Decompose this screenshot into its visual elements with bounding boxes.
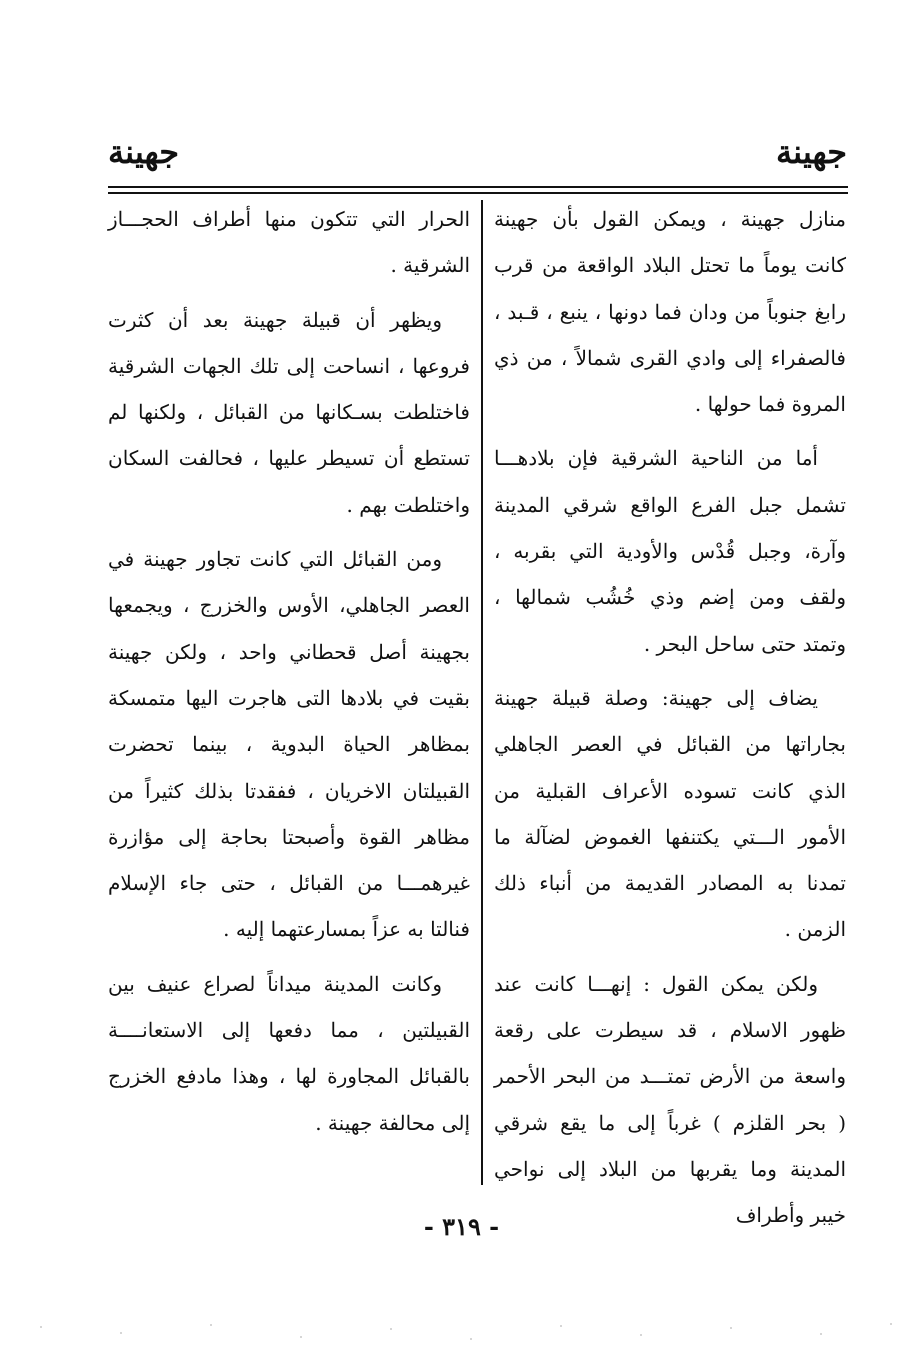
right-paragraph-2: أما من الناحية الشرقية فإن بلادهـــا تشمل جبل الفرع الواقع شرقي المدينة وآرة، وجبل قُدْس والأودية التي بقربه ، ولقف ومن إضم وذي خُشُب شمالها ، وتمتد حتى ساحل البحر . [494,446,846,656]
header-rule-bottom [108,192,848,194]
column-divider [481,200,483,1185]
page-number: - ٣١٩ - [423,1212,500,1241]
running-header-left: جهينة [108,133,179,171]
right-paragraph-4: ولكن يمكن القول : إنهـــا كانت عند ظهور الاسلام ، قد سيطرت على رقعة واسعة من الأرض تمتـــد من البحر الأحمر ( بحر القلزم ) غرباً إلى ما يقع شرقي المدينة وما يقربها من البلاد إلى نواحي خيبر وأطراف [494,971,846,1228]
left-text-column [108,196,470,1146]
scan-edge-speckles [0,1318,923,1348]
left-paragraph-1: الحرار التي تتكون منها أطراف الحجـــاز الشرقية . [108,207,470,278]
right-paragraph-1: منازل جهينة ، ويمكن القول بأن جهينة كانت يوماً ما تحتل البلاد الواقعة من قرب رابغ جنوباً من ودان فما دونها ، ينبع ، قـبد ، فالصفراء إلى وادي القرى شمالاً ، من ذي المروة فما حولها . [494,207,846,417]
left-paragraph-3: ومن القبائل التي كانت تجاور جهينة في العصر الجاهلي، الأوس والخزرج ، ويجمعها بجهينة أصل قحطاني واحد ، ولكن جهينة بقيت في بلادها التى هاجرت اليها متمسكة بمظاهر الحياة البدوية ، بينما تحضرت القبيلتان الاخريان ، ففقدتا بذلك كثيراً من مظاهر القوة وأصبحتا بحاجة إلى مؤازرة غيرهمـــا من القبائل ، حتى جاء الإسلام فنالتا به عزاً بمسارعتهما إليه . [108,547,470,942]
header-rule-top [108,186,848,188]
right-paragraph-3: يضاف إلى جهينة: وصلة قبيلة جهينة بجاراتها من القبائل في العصر الجاهلي الذي كانت تسوده الأعراف القبلية من الأمور الـــتي يكتنفها الغموض لضآلة ما تمدنا به المصادر القديمة من أنباء ذلك الزمن . [494,685,846,942]
running-header-right: جهينة [776,133,847,171]
right-text-column [494,196,846,1239]
left-paragraph-2: ويظهر أن قبيلة جهينة بعد أن كثرت فروعها ، انساحت إلى تلك الجهات الشرقية فاختلطت بسـكانها من القبائل ، ولكنها لم تستطع أن تسيطر عليها ، فحالفت السكان واختلطت بهم . [108,307,470,517]
left-paragraph-4: وكانت المدينة ميداناً لصراع عنيف بين القبيلتين ، مما دفعها إلى الاستعانــــة بالقبائل المجاورة لها ، وهذا مادفع الخزرج إلى محالفة جهينة . [108,971,470,1135]
